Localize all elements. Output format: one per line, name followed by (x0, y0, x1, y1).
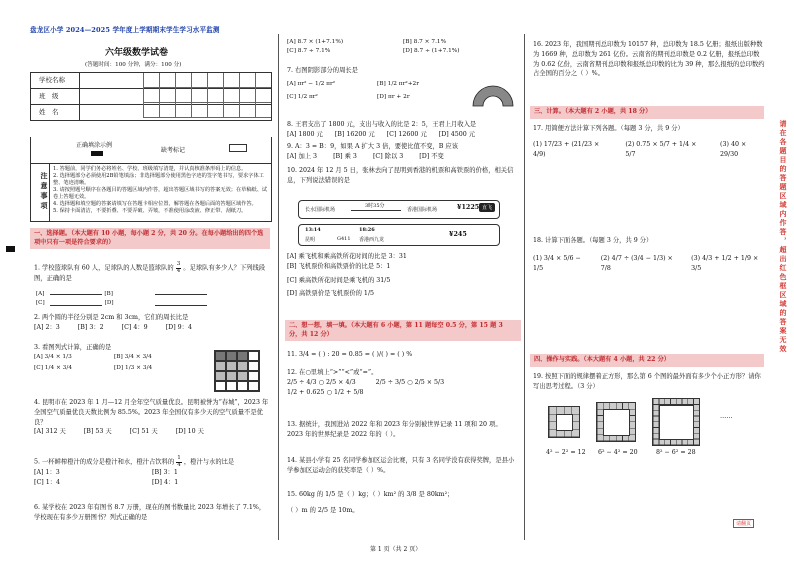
q18-item-3: (3) 4/3 + 1/2 + 1/9 × 3/5 (691, 254, 759, 272)
side-notice: 请在各题目的答题区域内作答，超出红色框区域的答案无效 (779, 120, 788, 354)
q3-grid-figure (214, 350, 260, 392)
question-14 (287, 456, 519, 476)
column-divider (278, 34, 279, 540)
q7-semicircle-figure (470, 72, 516, 108)
q6-options (287, 38, 519, 56)
question-15 (287, 490, 519, 516)
question-1 (34, 262, 270, 284)
q5-text: 5. 一杯鲜榨橙汁的成分是橙汁和水，橙汁占饮料的 (34, 458, 175, 466)
note-item: 3. 请按照题号顺序在各题目的答题区域内作答，超出答题区域书写的答案无效；在草稿纸、试卷上答题无效。 (53, 187, 268, 201)
fill-sample-area (30, 137, 272, 164)
q8-options (287, 130, 519, 140)
pattern-figure-2 (596, 402, 636, 442)
absent-checkbox[interactable] (229, 144, 247, 152)
q1-option-a[interactable]: [A] (36, 291, 45, 297)
turn-page-label: 请翻页 (733, 519, 754, 528)
page-title: 六年级数学试卷 (105, 48, 169, 58)
q6-option-b[interactable]: [B] 8.7 × 7.1% (403, 39, 447, 45)
train-price: ¥245 (449, 230, 467, 238)
q19-text: 19. 按照下面的规律摆着正方形，那么第 6 个图的最外面有多少个小正方形？请你写出思考过程。（3 分） (533, 373, 761, 390)
q12-text: 12. 在○里填上“>”“<”或“=”。 (287, 369, 378, 376)
q1-option-d[interactable]: [D] (104, 299, 114, 306)
question-18 (533, 236, 765, 273)
question-2 (34, 313, 270, 333)
q18-item-2: (2) 4/7 ÷ (3/4 − 1/3) × 7/8 (600, 254, 673, 272)
q10-text: 10. 2024 年 12 月 5 日，张林去向了昆明到香港的机票和高铁票的价格，相关信息，下列说法错误的是 (287, 167, 514, 184)
q2-option-b[interactable]: [B] 3：2 (77, 323, 104, 331)
q7-option-d[interactable]: [D] πr + 2r (377, 93, 410, 100)
train-depart-time: 13:14 (305, 227, 321, 233)
q7-text: 7. 右图阴影部分的周长是 (287, 67, 358, 74)
id-grid[interactable] (143, 73, 271, 118)
notes-box (30, 163, 272, 222)
segment-diagram (50, 305, 102, 306)
q2-option-a[interactable]: [A] 2：3 (34, 323, 60, 331)
q11-text: 11. 3/4 = ( ) : 20 = 0.85 = ( )/( ) = ( ) % (287, 351, 413, 358)
pattern-figure-3 (652, 398, 700, 446)
question-17 (533, 124, 765, 159)
q15-text-b: （ ）m 的 2/5 是 10m。 (287, 506, 359, 514)
question-16 (533, 40, 765, 79)
question-3 (34, 343, 194, 373)
q14-text: 14. 某县小学有 25 名同学参加区运会比赛，只有 3 名同学没有获得奖牌，是县小学参加区运动会的获奖率是（ ）%。 (287, 457, 515, 474)
q4-text: 4. 昆明市在 2023 年 1 月—12 月全年空气质量优良。昆明被誉为“春城”，2023 年全国空气质量优良天数比例为 85.5%。2023 年全国仅有多少天的空气质量不是优良？ (34, 399, 269, 426)
pattern-ellipsis: …… (720, 413, 733, 420)
page-footer: 第 1 页（共 2 页） (370, 546, 422, 553)
q7-option-b[interactable]: [B] 1/2 πr²+2r (377, 80, 420, 87)
class-label: 班 级 (31, 89, 80, 104)
school-label: 学校名称 (31, 73, 80, 88)
q9-option-d[interactable]: [D] 不变 (419, 152, 444, 160)
q5-text-b: ，橙汁与水的比是 (183, 458, 235, 466)
question-4 (34, 398, 270, 437)
q7-option-c[interactable]: [C] 1/2 πr² (287, 93, 318, 100)
sample-filled-mark (91, 151, 103, 156)
q18-item-1: (1) 3/4 × 5/6 − 1/5 (533, 254, 581, 272)
q9-option-c[interactable]: [C] 除以 3 (372, 152, 404, 160)
question-19 (533, 372, 765, 392)
question-7 (287, 66, 467, 102)
q10-option-d[interactable]: [D] 高铁票价是飞机票价的 1/5 (287, 290, 375, 298)
page-subtitle: (答题时间：100 分钟，满分：100 分) (85, 62, 182, 68)
q1-option-b[interactable]: [B] (104, 291, 113, 297)
q12-compare-b[interactable]: 2/5 ÷ 3/5 ○ 2/5 × 5/3 (375, 378, 445, 386)
note-item: 4. 选择题和填空题的答案请填写在答题卡相应位置，解答题在各题后面的答题区域作答。 (53, 201, 257, 208)
q2-option-c[interactable]: [C] 4：9 (121, 323, 148, 331)
pattern-label-3: 8² − 6² = 28 (656, 449, 696, 456)
note-item: 2. 选择题部分必须使用2B铅笔填涂；非选择题部分使用黑色字迹的签字笔书写，要求字体工整、笔迹清晰。 (53, 173, 264, 187)
q13-text: 13. 据统计，我国进站 2022 年和 2023 年分别被世界记录 11 项和 20 项。 (287, 421, 502, 428)
q6-option-a[interactable]: [A] 8.7 × (1+7.1%) (287, 39, 344, 45)
q8-option-d[interactable]: [D] 4500 元 (438, 130, 476, 138)
question-6 (34, 503, 270, 523)
q6-text: 6. 某学校在 2023 年有图书 8.7 万册，现在的图书数量比 2023 年增长了 7.1%，学校现在有多少万册图书？列式正确的是 (34, 504, 266, 521)
q12-row (287, 378, 519, 388)
section2-header: 二、想一想，填一填。（本大题有 6 小题，第 11 题每空 0.5 分，第 15 题 3 分，共 12 分） (285, 320, 521, 341)
q5-option-a[interactable]: [A] 1：3 (34, 469, 60, 477)
q5-option-b[interactable]: [B] 3：1 (152, 469, 178, 477)
q1-fraction: $\frac{3}{4}$ (176, 261, 181, 274)
q4-options (34, 427, 270, 437)
q18-text: 18. 计算下面各题。（每题 3 分，共 9 分） (533, 237, 653, 244)
q7-option-a[interactable]: [A] πr² − 1/2 πr² (287, 80, 336, 87)
question-5 (34, 456, 270, 488)
q1-text: 1. 学校篮球队有 60 人，足球队的人数是篮球队的 (34, 264, 174, 272)
student-info-table (30, 72, 272, 121)
q3-text: 3. 看图列式计算，正确的是 (34, 344, 112, 351)
train-arrive-time: 18:26 (359, 227, 375, 233)
q3-options (34, 353, 194, 373)
train-to: 香港西九龙 (359, 237, 385, 243)
q15-text: 15. 60kg 的 1/5 是（ ）kg；（ ）km² 的 3/8 是 80km²； (287, 491, 454, 498)
q2-text: 2. 两个圆的半径分别是 2cm 和 3cm，它们的周长比是 (34, 314, 189, 321)
question-10 (287, 166, 519, 186)
q6-option-d[interactable]: [D] 8.7 ÷ (1+7.1%) (403, 47, 460, 54)
flight-ticket-card (298, 200, 500, 219)
q17-item-1: (1) 17/23 + (21/23 × 4/9) (533, 140, 600, 158)
absent-label: 缺考标记 (161, 147, 186, 154)
alignment-mark (6, 246, 15, 252)
q3-option-a[interactable]: [A] 3/4 × 1/3 (34, 353, 72, 360)
pattern-label-1: 4² − 2² = 12 (546, 449, 586, 456)
q3-option-c[interactable]: [C] 1/4 × 3/4 (34, 364, 73, 371)
q9-option-a[interactable]: [A] 加上 3 (287, 152, 318, 160)
q3-option-d[interactable]: [D] 1/3 × 3/4 (114, 364, 153, 371)
q9-options (287, 152, 519, 162)
note-item: 5. 保持卡面清洁，不要折叠、不要弄破、弄皱，不准使用涂改液、修正带、刮纸刀。 (53, 208, 247, 215)
q9-text: 9. A：3 = B：9，如果 A 扩大 3 倍，要使比值不变，B 应该 (287, 143, 459, 150)
q10-options (287, 252, 519, 299)
q8-option-b[interactable]: [B] 16200 元 (334, 130, 375, 138)
note-item: 1. 答题前，同学们务必将姓名、学校、班级填写清楚，并认真核准条形码上的信息。 (53, 166, 247, 172)
q10-option-c[interactable]: [C] 乘高铁所花时间是乘飞机的 31/5 (287, 276, 391, 284)
sample-label: 正确填涂示例 (76, 142, 113, 149)
question-9 (287, 142, 519, 162)
pattern-label-2: 6² − 4² = 20 (598, 449, 638, 456)
question-12 (287, 368, 519, 397)
question-13 (287, 420, 519, 440)
notes-label: 注意事项 (31, 163, 50, 221)
section1-header: 一、选择题。（本大题有 10 小题，每小题 2 分，共 20 分。在每小题给出的四个选项中只有一项是符合要求的） (30, 228, 270, 249)
q10-option-b[interactable]: [B] 飞机票价和高铁票价的比是 5：1 (287, 262, 391, 270)
section4-header: 四、操作与实践。（本大题有 4 小题，共 22 分） (530, 354, 764, 367)
q12-compare-a[interactable]: 2/5 ÷ 4/3 ○ 2/5 × 4/3 (287, 378, 356, 386)
q4-option-d[interactable]: [D] 10 天 (175, 428, 204, 436)
q4-option-a[interactable]: [A] 312 天 (34, 428, 66, 436)
q8-option-c[interactable]: [C] 12600 元 (386, 130, 427, 138)
q5-option-d[interactable]: [D] 4：1 (152, 478, 179, 486)
q5-fraction: $\frac{1}{4}$ (177, 455, 181, 468)
segment-diagram (155, 305, 207, 306)
q2-option-d[interactable]: [D] 9：4 (165, 323, 192, 331)
q3-option-b[interactable]: [B] 3/4 × 3/4 (114, 353, 152, 360)
q7-options (287, 80, 467, 102)
flight-price: ¥1225 (457, 203, 480, 211)
q6-option-c[interactable]: [C] 8.7 ÷ 7.1% (287, 47, 331, 54)
question-8 (287, 120, 519, 140)
train-number: G411 (337, 236, 351, 242)
q16-text: 16. 2023 年，我国期刊总印数为 10157 种，总印数为 18.5 亿册；报纸出版种数为 1669 种，总印数为 261 亿份。云南省的期刊总印数是 0.2 亿册，报纸总印数为 0.62 亿份，云南省期刊总印数和报纸总印数的比为 39 种，那么报纸的总印数约占全国的百分之（ ）%。 (533, 41, 765, 78)
q1-option-c[interactable]: [C] (36, 299, 45, 306)
q13-blank[interactable]: 2023 年的世界纪录是 2022 年的（ ）。 (287, 430, 400, 438)
q5-option-c[interactable]: [C] 1：4 (34, 478, 61, 486)
segment-diagram (155, 294, 207, 295)
segment-diagram (50, 294, 102, 295)
q9-option-b[interactable]: [B] 乘 3 (333, 152, 357, 160)
q10-option-a[interactable]: [A] 乘飞机和乘高铁所花时间的比是 3：31 (287, 253, 407, 260)
q17-items (533, 140, 765, 160)
header-top-line: 盘龙区小学 2024—2025 学年度上学期期末学生学习水平监测 (30, 26, 220, 34)
flight-to: 香港国际机场 (407, 207, 438, 213)
q5-options (34, 468, 270, 488)
section3-header: 三、计算。（本大题有 2 小题，共 18 分） (530, 106, 764, 119)
flight-duration: 3时35分 (365, 203, 385, 209)
flight-from: 长水国际机场 (305, 207, 336, 213)
q1-text-b: 。足球队有多少人？下列线段图，正确的是 (34, 264, 266, 283)
flight-arrow (351, 210, 401, 211)
q12-compare-c[interactable]: 1/2 + 0.625 ○ 1/2 + 5/8 (287, 388, 364, 396)
pattern-figure-1 (548, 406, 580, 438)
question-11 (287, 350, 519, 360)
q17-item-2: (2) 0.75 × 5/7 + 1/4 × 5/7 (625, 140, 697, 158)
train-from: 昆明 (305, 237, 316, 243)
flight-tag: 直飞 (479, 203, 495, 212)
q17-item-3: (3) 40 × 29/30 (720, 140, 747, 158)
q8-option-a[interactable]: [A] 1800 元 (287, 130, 323, 138)
column-divider (524, 34, 525, 540)
name-label: 姓 名 (31, 105, 80, 120)
q4-option-b[interactable]: [B] 53 天 (83, 428, 112, 436)
q17-text: 17. 用简便方法计算下列各题。（每题 3 分，共 9 分） (533, 125, 684, 132)
notes-list (53, 166, 268, 215)
q18-items (533, 254, 765, 274)
q4-option-c[interactable]: [C] 51 天 (129, 428, 158, 436)
q2-options (34, 323, 270, 333)
q8-text: 8. 王君支出了 1800 元，支出与收入的比是 2：5，王君上月收入是 (287, 121, 477, 128)
train-ticket-card (298, 224, 500, 246)
